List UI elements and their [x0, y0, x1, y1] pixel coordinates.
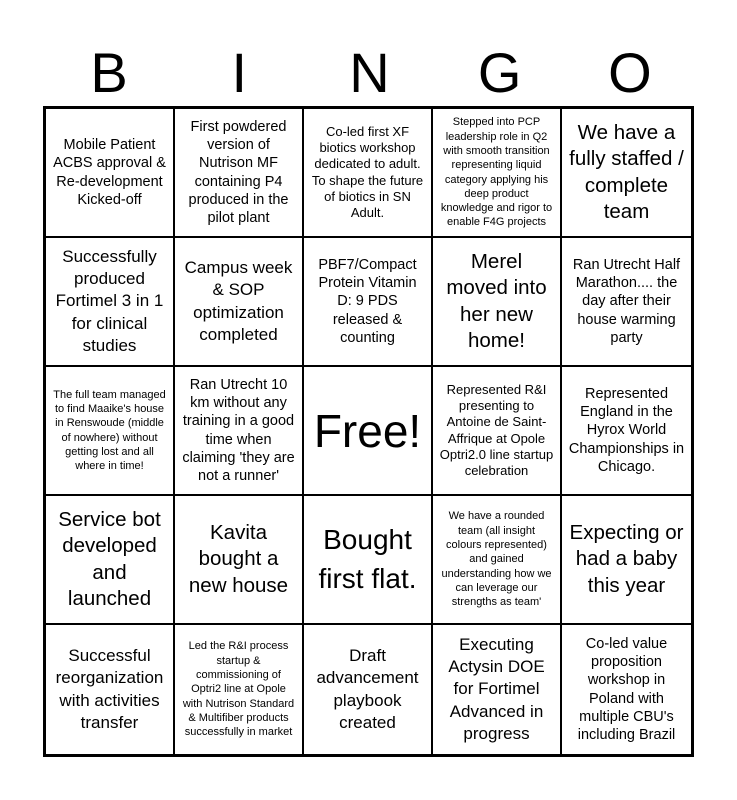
- bingo-cell[interactable]: Expecting or had a baby this year: [562, 496, 691, 625]
- bingo-cell[interactable]: First powdered version of Nutrison MF containing P4 produced in the pilot plant: [175, 109, 304, 238]
- bingo-cell[interactable]: Represented England in the Hyrox World Championships in Chicago.: [562, 367, 691, 496]
- bingo-cell[interactable]: Executing Actysin DOE for Fortimel Advanced in progress: [433, 625, 562, 754]
- bingo-cell[interactable]: Ran Utrecht Half Marathon.... the day after their house warming party: [562, 238, 691, 367]
- bingo-cell[interactable]: Kavita bought a new house: [175, 496, 304, 625]
- bingo-cell[interactable]: Co-led first XF biotics workshop dedicated to adult. To shape the future of biotics in SN Adult.: [304, 109, 433, 238]
- bingo-cell[interactable]: We have a fully staffed / complete team: [562, 109, 691, 238]
- bingo-cell[interactable]: Service bot developed and launched: [46, 496, 175, 625]
- header-letter-b: B: [90, 41, 128, 104]
- bingo-cell[interactable]: Represented R&I presenting to Antoine de Saint-Affrique at Opole Optri2.0 line startup celebration: [433, 367, 562, 496]
- bingo-cell[interactable]: Successfully produced Fortimel 3 in 1 for clinical studies: [46, 238, 175, 367]
- bingo-board: [43, 106, 694, 757]
- bingo-cell[interactable]: The full team managed to find Maaike's house in Renswoude (middle of nowhere) without getting lost and all where in time!: [46, 367, 175, 496]
- header-letter-o: O: [608, 41, 652, 104]
- bingo-cell[interactable]: Ran Utrecht 10 km without any training in a good time when claiming 'they are not a runner': [175, 367, 304, 496]
- bingo-cell[interactable]: Stepped into PCP leadership role in Q2 with smooth transition representing liquid category applying his deep product knowledge and rigor to enable F4G projects: [433, 109, 562, 238]
- bingo-cell[interactable]: Mobile Patient ACBS approval & Re-development Kicked-off: [46, 109, 175, 238]
- bingo-cell[interactable]: Led the R&I process startup & commissioning of Optri2 line at Opole with Nutrison Standard & Multifiber products successfully in market: [175, 625, 304, 754]
- bingo-cell[interactable]: Campus week & SOP optimization completed: [175, 238, 304, 367]
- bingo-cell[interactable]: Bought first flat.: [304, 496, 433, 625]
- header-letter-n: N: [349, 41, 390, 104]
- header-letter-g: G: [477, 41, 522, 104]
- bingo-cell[interactable]: Merel moved into her new home!: [433, 238, 562, 367]
- bingo-cell[interactable]: Draft advancement playbook created: [304, 625, 433, 754]
- bingo-header: [44, 40, 695, 106]
- free-space-cell[interactable]: Free!: [304, 367, 433, 496]
- bingo-cell[interactable]: Co-led value proposition workshop in Poland with multiple CBU's including Brazil: [577, 635, 676, 744]
- bingo-cell[interactable]: We have a rounded team (all insight colours represented) and gained understanding how we can leverage our strengths as team': [433, 496, 562, 625]
- bingo-cell[interactable]: PBF7/Compact Protein Vitamin D: 9 PDS released & counting: [304, 238, 433, 367]
- bingo-cell[interactable]: Successful reorganization with activities transfer: [46, 625, 175, 754]
- header-letter-i: I: [231, 41, 248, 104]
